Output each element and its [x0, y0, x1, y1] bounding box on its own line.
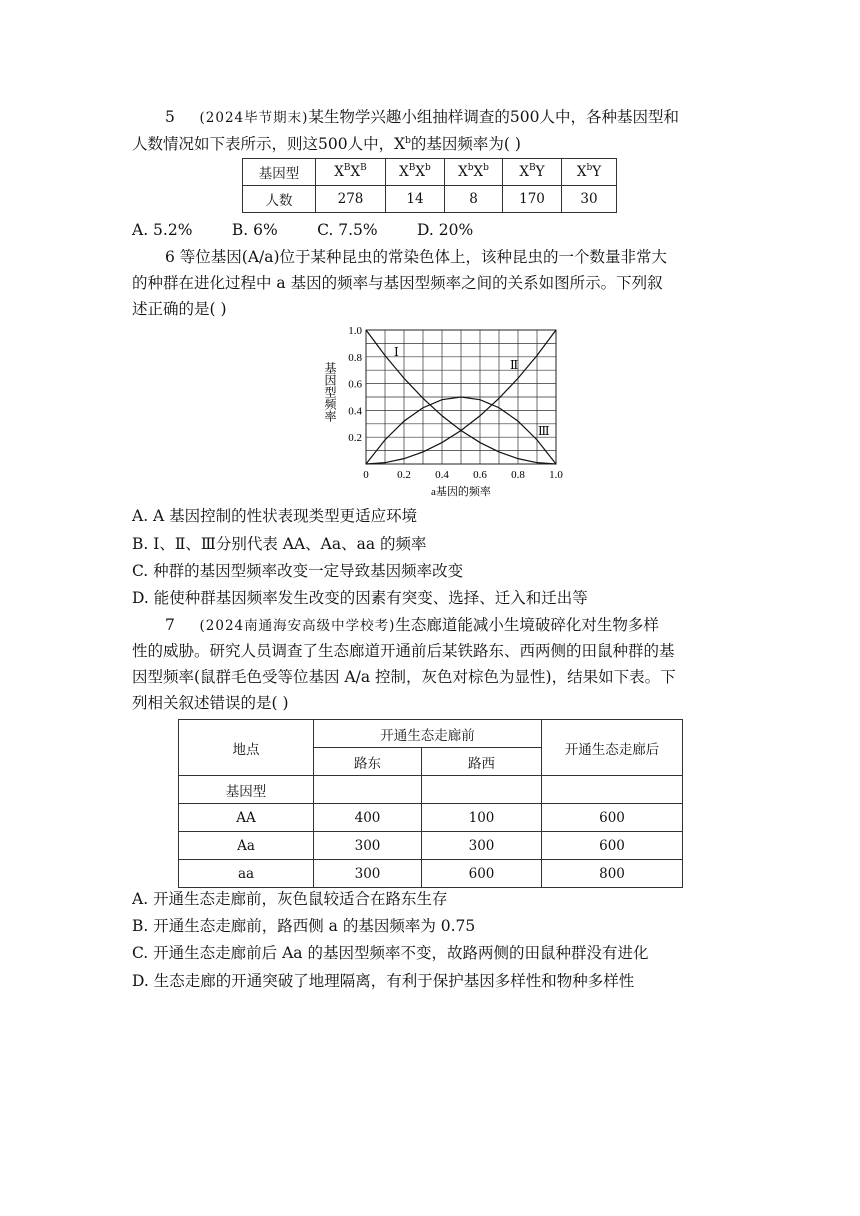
after-cell: 600 [542, 804, 683, 832]
q6-option-a: A. A 基因控制的性状表现类型更适应环境 [132, 507, 418, 525]
q7-col-after: 开通生态走廊后 [542, 720, 683, 776]
genotype-cell: AA [179, 804, 314, 832]
q5-genotype-cell: $X^bX^b$ [445, 159, 503, 186]
q7-col-east: 路东 [314, 748, 422, 776]
q7-option-c: C. 开通生态走廊前后 Aa 的基因型频率不变，故路两侧的田鼠种群没有进化 [132, 944, 649, 962]
empty-cell [542, 776, 683, 804]
table-row [179, 832, 683, 860]
q5-table [242, 158, 617, 213]
east-cell: 300 [314, 832, 422, 860]
q5-genotype-cell: $X^BX^B$ [316, 159, 386, 186]
x-tick-label: 0 [363, 469, 369, 481]
q7-stem-line-2: 性的威胁。研究人员调查了生态廊道开通前后某铁路东、西两侧的田鼠种群的基 [132, 642, 675, 660]
q7-col-site: 地点 [179, 720, 314, 776]
q5-stem-sup: b [405, 136, 411, 146]
q7-stem-text-1: 生态廊道能减小生境破碎化对生物多样 [395, 616, 659, 634]
q7-col-before: 开通生态走廊前 [314, 720, 542, 748]
q5-stem-text-2b: 的基因频率为( ) [410, 135, 521, 153]
q6-stem-line-3: 述正确的是( ) [132, 300, 227, 318]
q7-table-header-row-1 [179, 720, 683, 748]
west-cell: 600 [422, 860, 542, 888]
q6-option-b: B. Ⅰ、Ⅱ、Ⅲ分别代表 AA、Aa、aa 的频率 [132, 535, 427, 553]
q5-options: A. 5.2% B. 6% C. 7.5% D. 20% [132, 221, 474, 239]
q7-source: (2024南通海安高级中学校考) [199, 618, 396, 634]
table-row [179, 776, 683, 804]
series-label-II: Ⅱ [510, 358, 519, 372]
x-axis-label: a基因的频率 [431, 486, 491, 498]
y-tick-label: 0.6 [348, 378, 362, 391]
x-tick-label: 0.8 [511, 469, 525, 481]
east-cell: 400 [314, 804, 422, 832]
q5-table-header-count: 人数 [243, 186, 316, 213]
q5-genotype-cell: $X^bY$ [562, 159, 617, 186]
q5-count-cell: 14 [386, 186, 445, 213]
empty-cell [314, 776, 422, 804]
q7-option-b: B. 开通生态走廊前，路西侧 a 的基因频率为 0.75 [132, 917, 476, 935]
genotype-cell: aa [179, 860, 314, 888]
q7-option-a: A. 开通生态走廊前，灰色鼠较适合在路东生存 [132, 890, 448, 908]
west-cell: 100 [422, 804, 542, 832]
q6-stem-line-1: 6 等位基因(A/a)位于某种昆虫的常染色体上，该种昆虫的一个数量非常大 [165, 248, 668, 266]
west-cell: 300 [422, 832, 542, 860]
q5-stem-text-1: 某生物学兴趣小组抽样调查的500人中，各种基因型和 [308, 108, 679, 126]
x-tick-label: 1.0 [549, 469, 563, 481]
chart-ticks [348, 325, 563, 481]
q5-genotype-cell: $X^BX^b$ [386, 159, 445, 186]
y-tick-label: 0.8 [348, 351, 362, 364]
q5-count-cell: 278 [316, 186, 386, 213]
q6-stem-line-2: 的种群在进化过程中 a 基因的频率与基因型频率之间的关系如图所示。下列叙 [132, 274, 663, 292]
after-cell: 800 [542, 860, 683, 888]
q7-number: 7 [165, 616, 175, 634]
q5-table-row-genotype [243, 159, 617, 186]
q5-count-cell: 170 [503, 186, 562, 213]
table-row [179, 860, 683, 888]
q5-count-cell: 8 [445, 186, 503, 213]
y-tick-label: 0.4 [348, 405, 362, 418]
q5-stem-text-2a: 人数情况如下表所示，则这500人中，X [132, 135, 406, 153]
east-cell: 300 [314, 860, 422, 888]
x-tick-label: 0.4 [435, 469, 449, 481]
q7-col-west: 路西 [422, 748, 542, 776]
y-tick-label: 1.0 [348, 325, 362, 337]
q5-table-header-genotype: 基因型 [243, 159, 316, 186]
q5-table-row-count [243, 186, 617, 213]
q5-stem-line-1 [165, 107, 679, 128]
y-axis-label: 基因型频率 [323, 362, 337, 422]
table-row [179, 804, 683, 832]
q7-table [178, 719, 683, 888]
x-tick-label: 0.6 [473, 469, 487, 481]
q7-stem-line-1 [165, 615, 659, 636]
q6-chart [318, 320, 578, 506]
q7-option-d: D. 生态走廊的开通突破了地理隔离，有利于保护基因多样性和物种多样性 [132, 972, 635, 990]
q5-stem-line-2 [132, 134, 521, 154]
q7-stem-line-3: 因型频率(鼠群毛色受等位基因 A/a 控制，灰色对棕色为显性)，结果如下表。下 [132, 668, 676, 686]
q5-genotype-cell: $X^BY$ [503, 159, 562, 186]
after-cell: 600 [542, 832, 683, 860]
q7-stem-line-4: 列相关叙述错误的是( ) [132, 694, 289, 712]
x-tick-label: 0.2 [397, 469, 411, 481]
q5-source: (2024毕节期末) [199, 110, 309, 126]
series-label-III: Ⅲ [538, 424, 550, 438]
q5-number: 5 [165, 108, 175, 126]
q6-option-d: D. 能使种群基因频率发生改变的因素有突变、选择、迁入和迁出等 [132, 589, 588, 607]
q7-row-genotype-label: 基因型 [179, 776, 314, 804]
genotype-cell: Aa [179, 832, 314, 860]
series-label-I: Ⅰ [394, 345, 399, 359]
q6-option-c: C. 种群的基因型频率改变一定导致基因频率改变 [132, 562, 464, 580]
y-tick-label: 0.2 [348, 432, 362, 445]
empty-cell [422, 776, 542, 804]
q5-count-cell: 30 [562, 186, 617, 213]
